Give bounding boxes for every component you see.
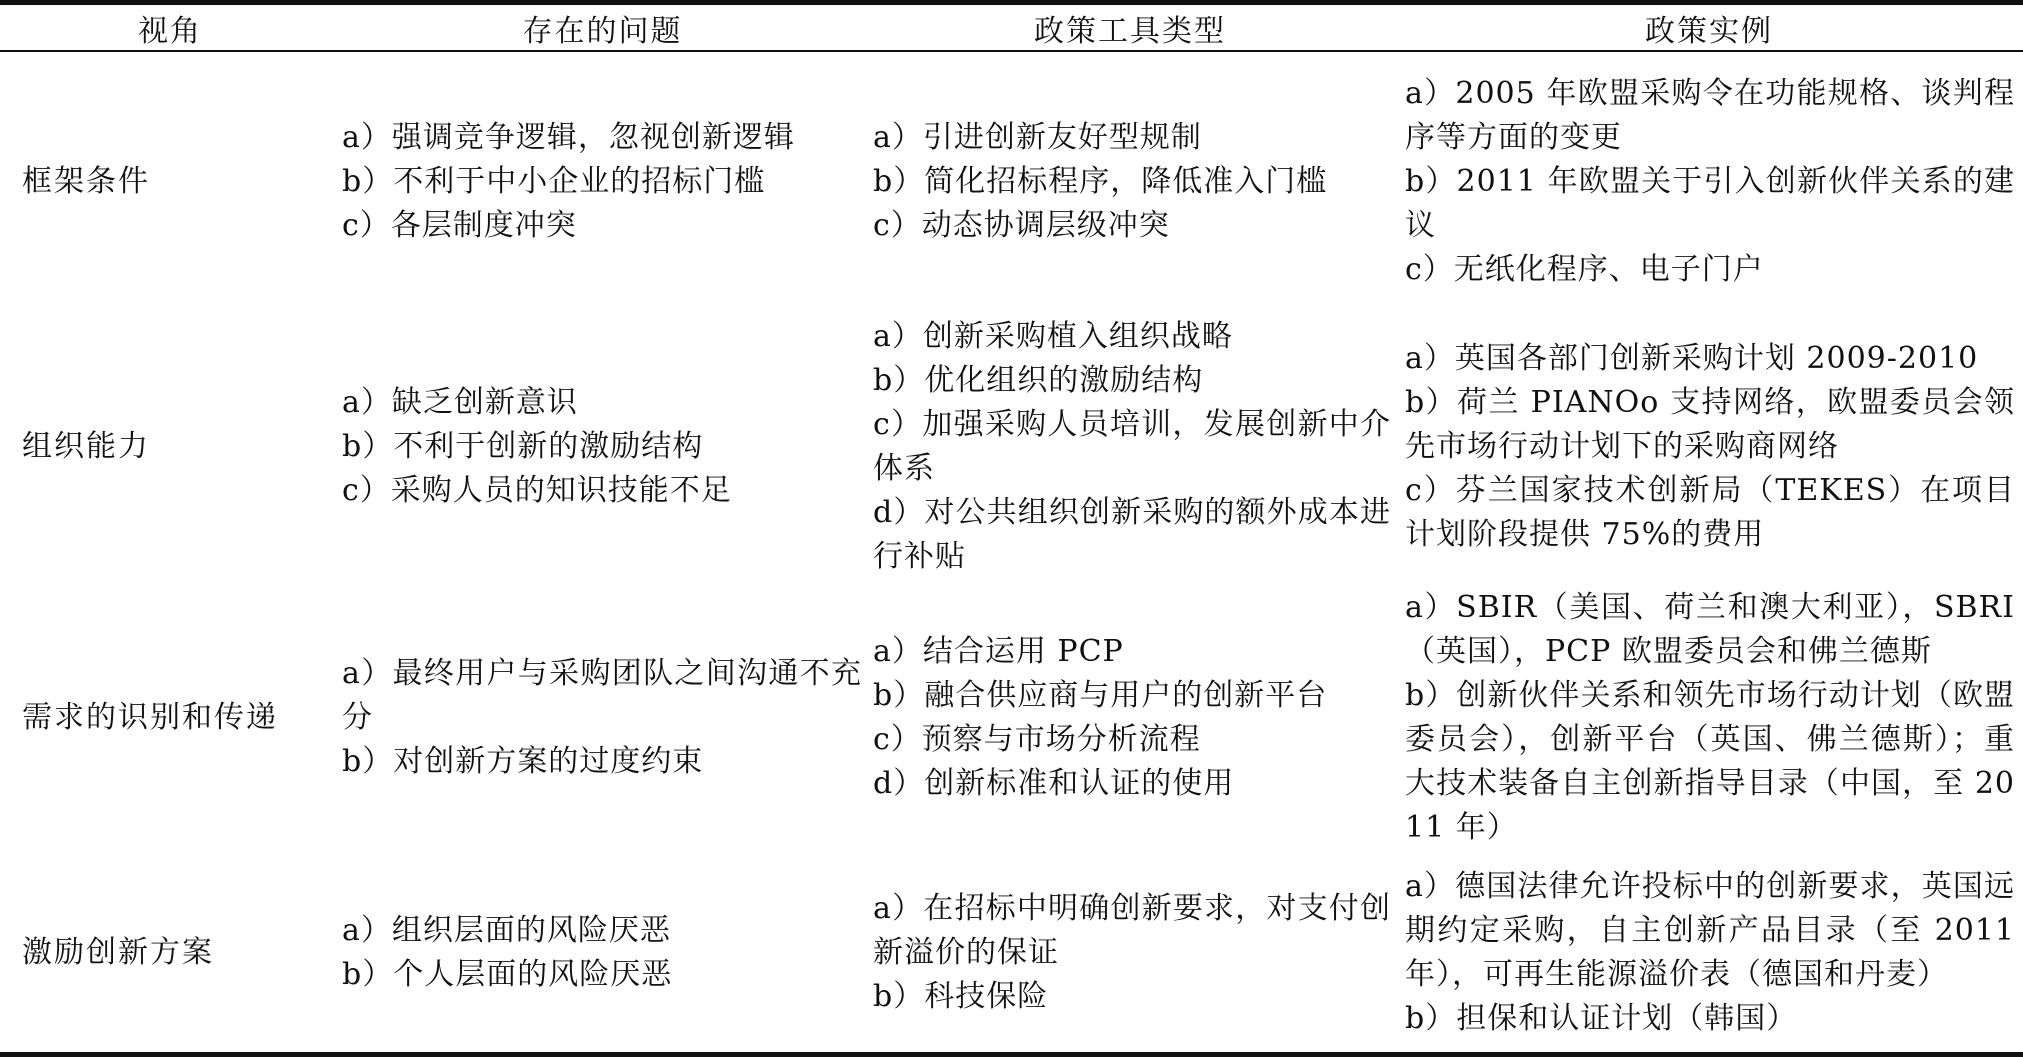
header-problems: 存在的问题 xyxy=(522,13,683,49)
example-item: b）2011 年欧盟关于引入创新伙伴关系的建议 xyxy=(1405,164,2015,243)
tool-item: b）融合供应商与用户的创新平台 xyxy=(873,678,1328,713)
example-item: b）担保和认证计划（韩国） xyxy=(1405,1001,1798,1036)
examples-cell xyxy=(1405,582,2015,854)
tool-item: b）简化招标程序，降低准入门槛 xyxy=(873,164,1328,199)
example-item: b）创新伙伴关系和领先市场行动计划（欧盟委员会），创新平台（英国、佛兰德斯）；重大技术装备自主创新指导目录（中国，至 2011 年） xyxy=(1405,678,2015,845)
examples-cell xyxy=(1405,312,2015,582)
problems-cell xyxy=(342,582,862,854)
tool-item: d）创新标准和认证的使用 xyxy=(873,766,1235,801)
table-bottom-rule xyxy=(0,1052,2023,1057)
example-item: a）SBIR（美国、荷兰和澳大利亚），SBRI（英国），PCP 欧盟委员会和佛兰德斯 xyxy=(1405,590,2015,669)
tools-cell xyxy=(873,854,1391,1052)
example-item: b）荷兰 PIANOo 支持网络，欧盟委员会领先市场行动计划下的采购商网络 xyxy=(1405,385,2015,464)
example-item: a）英国各部门创新采购计划 2009-2010 xyxy=(1405,341,1979,376)
tool-item: c）预察与市场分析流程 xyxy=(873,722,1201,757)
problem-item: a）最终用户与采购团队之间沟通不充分 xyxy=(342,656,862,735)
example-item: c）无纸化程序、电子门户 xyxy=(1405,252,1764,287)
aspect-label: 需求的识别和传递 xyxy=(22,700,278,735)
problem-item: a）组织层面的风险厌恶 xyxy=(342,913,671,948)
table-row-framework xyxy=(0,52,2023,312)
example-item: a）德国法律允许投标中的创新要求，英国远期约定采购，自主创新产品目录（至 2011 年），可再生能源溢价表（德国和丹麦） xyxy=(1405,869,2015,992)
problem-item: b）不利于中小企业的招标门槛 xyxy=(342,164,766,199)
tool-item: b）优化组织的激励结构 xyxy=(873,363,1204,398)
aspect-cell xyxy=(22,854,332,1052)
header-examples: 政策实例 xyxy=(1645,13,1773,49)
problem-item: a）强调竞争逻辑，忽视创新逻辑 xyxy=(342,120,795,155)
tools-cell xyxy=(873,312,1391,582)
problem-item: b）个人层面的风险厌恶 xyxy=(342,957,673,992)
table-row-organization xyxy=(0,312,2023,582)
tool-item: c）动态协调层级冲突 xyxy=(873,208,1170,243)
header-aspect: 视角 xyxy=(138,13,202,49)
problem-item: b）不利于创新的激励结构 xyxy=(342,429,704,464)
examples-cell xyxy=(1405,854,2015,1052)
example-item: a）2005 年欧盟采购令在功能规格、谈判程序等方面的变更 xyxy=(1405,76,2015,155)
aspect-label: 组织能力 xyxy=(22,429,150,464)
aspect-cell xyxy=(22,582,332,854)
tools-cell xyxy=(873,582,1391,854)
tool-item: a）结合运用 PCP xyxy=(873,634,1124,669)
tool-item: a）在招标中明确创新要求，对支付创新溢价的保证 xyxy=(873,891,1391,970)
problems-cell xyxy=(342,854,862,1052)
header-tool-types: 政策工具类型 xyxy=(1034,13,1226,49)
problems-cell xyxy=(342,312,862,582)
aspect-label: 框架条件 xyxy=(22,164,150,199)
tool-item: d）对公共组织创新采购的额外成本进行补贴 xyxy=(873,495,1391,574)
problem-item: c）各层制度冲突 xyxy=(342,208,577,243)
tool-item: a）创新采购植入组织战略 xyxy=(873,319,1233,354)
tool-item: a）引进创新友好型规制 xyxy=(873,120,1202,155)
tool-item: c）加强采购人员培训，发展创新中介体系 xyxy=(873,407,1391,486)
tools-cell xyxy=(873,52,1391,312)
table-row-demand xyxy=(0,582,2023,854)
tool-item: b）科技保险 xyxy=(873,979,1049,1014)
table-row-incentive xyxy=(0,854,2023,1052)
problem-item: a）缺乏创新意识 xyxy=(342,385,578,420)
aspect-cell xyxy=(22,52,332,312)
problems-cell xyxy=(342,52,862,312)
aspect-cell xyxy=(22,312,332,582)
aspect-label: 激励创新方案 xyxy=(22,935,214,970)
problem-item: b）对创新方案的过度约束 xyxy=(342,744,704,779)
problem-item: c）采购人员的知识技能不足 xyxy=(342,473,732,508)
example-item: c）芬兰国家技术创新局（TEKES）在项目计划阶段提供 75%的费用 xyxy=(1405,473,2015,552)
examples-cell xyxy=(1405,52,2015,312)
